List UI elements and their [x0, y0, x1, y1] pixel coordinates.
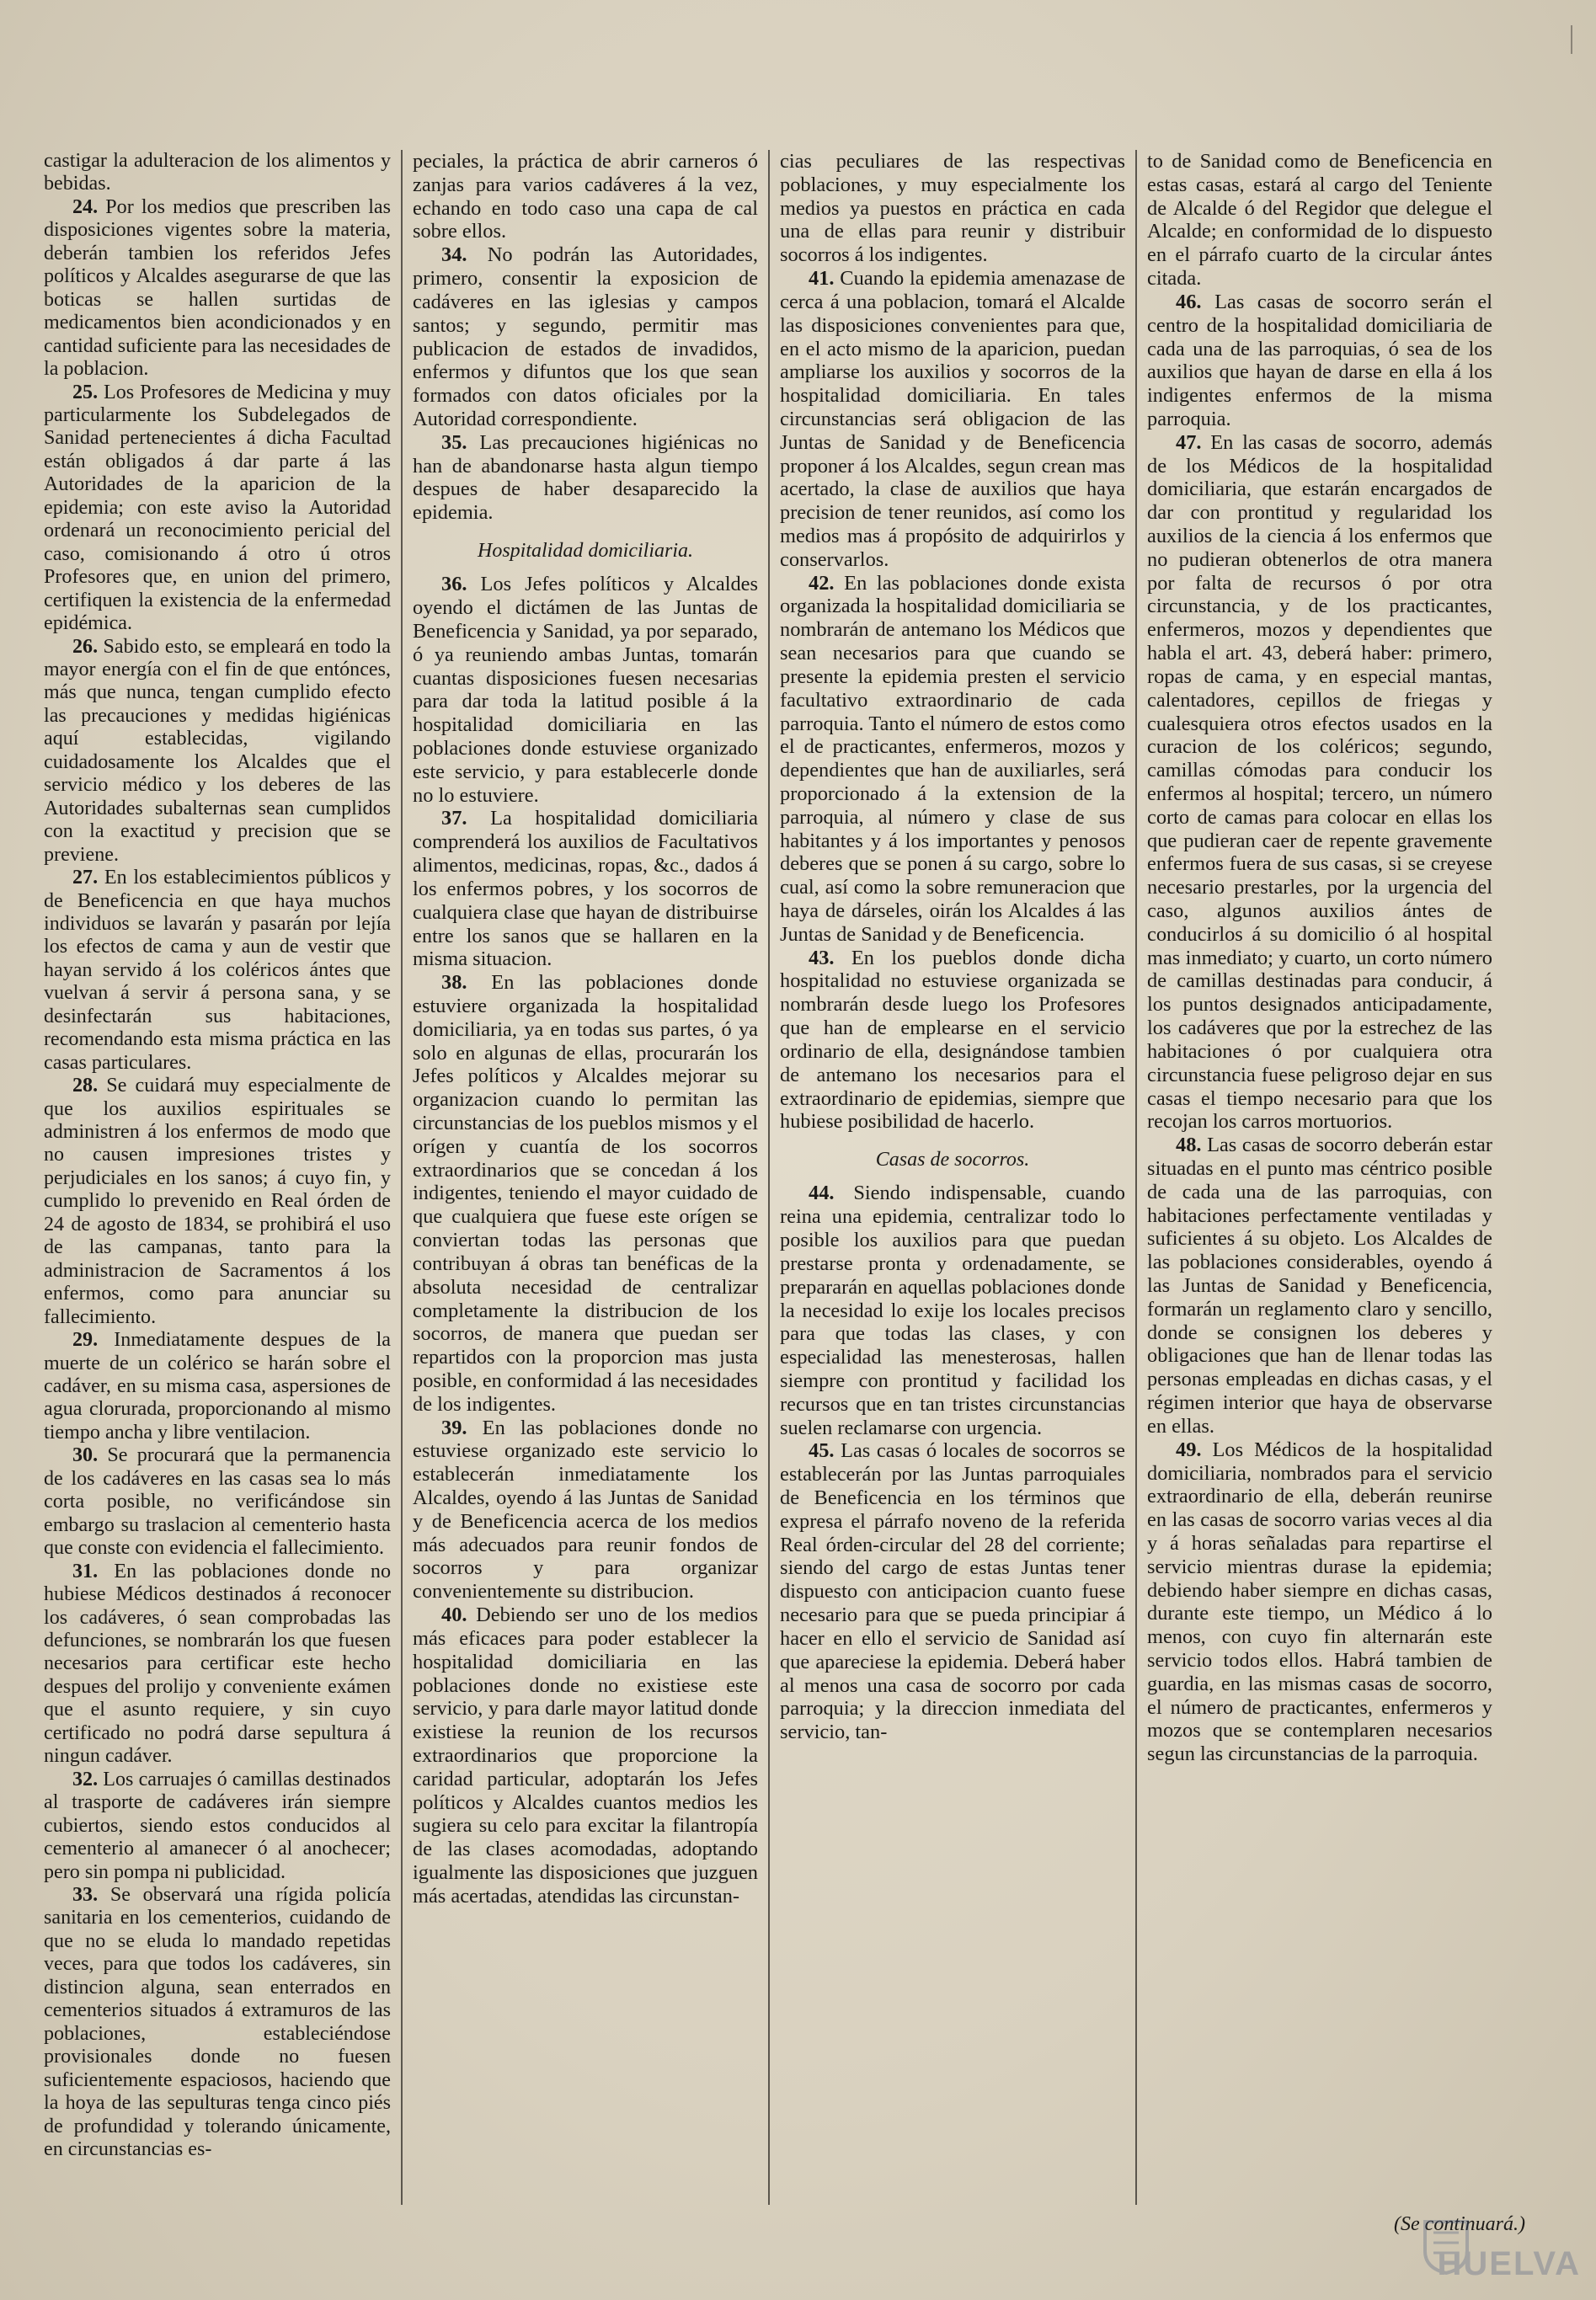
article-number: 42.	[809, 571, 835, 595]
article-number: 37.	[441, 807, 467, 830]
article-text: La hospitalidad domiciliaria comprenderá los auxilios de Facultativos alimentos, medicinas, ropas, &c., dados á los enfermos pobres, y los socorros de cualquiera clase que hayan de distribuirse entre los sanos que se hallaren en la misma situacion.	[413, 807, 758, 971]
article-paragraph	[44, 636, 391, 867]
article-number: 41.	[809, 267, 835, 291]
article-paragraph	[44, 1561, 391, 1769]
article-paragraph	[413, 971, 758, 1416]
column-3	[768, 150, 1135, 2205]
article-paragraph	[413, 807, 758, 971]
column-1	[34, 150, 401, 2205]
article-paragraph	[780, 1182, 1125, 1439]
article-number: 32.	[72, 1768, 99, 1790]
article-paragraph	[780, 572, 1125, 947]
article-number: 25.	[72, 381, 99, 403]
article-number: 33.	[72, 1883, 99, 1906]
article-number: 47.	[1176, 430, 1202, 454]
article-text: cias peculiares de las respectivas poblaciones, y muy especialmente los medios ya puestos en práctica en cada una de ellas para reunir y distribuir socorros á los indigentes.	[780, 150, 1125, 267]
article-text: peciales, la práctica de abrir carneros ó zanjas para varios cadáveres á la vez, echando en todo caso una capa de cal sobre ellos.	[413, 150, 758, 243]
article-paragraph	[413, 243, 758, 431]
article-paragraph	[44, 196, 391, 382]
article-number: 48.	[1176, 1134, 1202, 1157]
article-paragraph	[413, 431, 758, 525]
article-text: En las poblaciones donde no estuviese organizado este servicio lo establecerán inmediatamente los Alcaldes, oyendo á las Juntas de Sanidad y de Beneficencia acerca de los medios más adecuados para reunir fondos de socorros y para organizar convenientemente su distribucion.	[413, 1416, 758, 1604]
article-paragraph	[44, 382, 391, 636]
article-number: 43.	[809, 946, 835, 969]
section-heading: Hospitalidad domiciliaria.	[477, 540, 693, 562]
article-paragraph	[1147, 431, 1492, 1134]
column-4	[1135, 150, 1503, 2205]
article-number: 35.	[441, 430, 467, 454]
article-number: 45.	[809, 1439, 835, 1463]
article-text: Por los medios que prescriben las disposiciones vigentes sobre la materia, deberán tambien los referidos Jefes políticos y Alcaldes asegurarse de que las boticas se hallen surtidas de medicamentos bien acondicionados y en cantidad suficiente para las necesidades de la poblacion.	[44, 195, 391, 381]
article-paragraph	[1147, 291, 1492, 431]
article-paragraph	[44, 1884, 391, 2161]
article-paragraph	[44, 150, 391, 196]
article-text: castigar la adulteracion de los alimentos y bebidas.	[44, 150, 391, 195]
article-text: En los pueblos donde dicha hospitalidad no estuviese organizada se nombrarán desde luego los Profesores que han de emplearse en el servicio ordinario de ella, designándose tambien de antemano los necesarios para el extraordinario de epidemias, siempre que hubiese posibilidad de hacerlo.	[780, 946, 1125, 1134]
article-text: Inmediatamente despues de la muerte de un colérico se harán sobre el cadáver, en su misma casa, aspersiones de agua clorurada, proporcionando al mismo tiempo ancha y libre ventilacion.	[44, 1329, 391, 1444]
section-heading: Casas de socorros.	[875, 1149, 1030, 1171]
article-number: 36.	[441, 573, 467, 596]
article-text: Los Jefes políticos y Alcaldes oyendo el dictámen de las Juntas de Beneficencia y Sanidad, ya por separado, ó ya reuniendo ambas Juntas, tomarán cuantas disposiciones fuesen necesarias para dar toda la latitud posible á la hospitalidad domiciliaria en las poblaciones donde estuviese organizado este servicio, y para establecerle donde no lo estuviere.	[413, 573, 758, 807]
article-paragraph	[44, 1075, 391, 1329]
article-text: Las casas de socorro serán el centro de la hospitalidad domiciliaria de cada una de las parroquias, ó sea de los auxilios que hayan de darse en ella á los indigentes enfermos de la misma parroquia.	[1147, 290, 1492, 430]
article-number: 26.	[72, 635, 99, 658]
article-number: 30.	[72, 1444, 99, 1467]
article-text: Cuando la epidemia amenazase de cerca á una poblacion, tomará el Alcalde las disposiciones convenientes para que, en el acto mismo de la aparicion, puedan ampliarse los auxilios y socorros de la hospitalidad domiciliaria. En tales circunstancias será obligacion de las Juntas de Sanidad y de Beneficencia proponer á los Alcaldes, segun crean mas acertado, la clase de auxilios que haya precision de tener reunidos, así como los medios mas á propósito de adquirirlos y conservarlos.	[780, 267, 1125, 571]
article-text: Las casas de socorro deberán estar situadas en el punto mas céntrico posible de cada una de las parroquias, con habitaciones perfectamente ventiladas y suficientes á su objeto. Los Alcaldes de las poblaciones considerables, oyendo á las Juntas de Sanidad y Beneficencia, formarán un reglamento claro y sencillo, donde se consignen los deberes y obligaciones que han de llenar todas las personas empleadas en dichas casas, y el régimen interior que haya de observarse en ellas.	[1147, 1134, 1492, 1438]
article-text: No podrán las Autoridades, primero, consentir la exposicion de cadáveres en las iglesias y campos santos; y segundo, permitir mas publicacion de estados de invadidos, enfermos y difuntos que los que sean formados con datos oficiales por la Autoridad correspondiente.	[413, 243, 758, 430]
article-number: 29.	[72, 1329, 99, 1352]
article-number: 44.	[809, 1182, 835, 1205]
article-paragraph	[1147, 1438, 1492, 1766]
article-number: 31.	[72, 1560, 99, 1582]
archive-stamp	[1421, 2214, 1581, 2290]
article-paragraph	[780, 947, 1125, 1134]
article-number: 24.	[72, 195, 99, 218]
article-paragraph	[1147, 1134, 1492, 1438]
text-columns	[34, 150, 1558, 2205]
article-number: 27.	[72, 867, 99, 889]
article-number: 34.	[441, 243, 467, 267]
article-text: to de Sanidad como de Beneficencia en estas casas, estará al cargo del Teniente de Alcalde ó del Regidor que delegue el Alcalde; en conformidad de lo dispuesto en el párrafo cuarto de la circular ántes citada.	[1147, 150, 1492, 291]
article-paragraph	[413, 150, 758, 243]
article-text: Los Médicos de la hospitalidad domiciliaria, nombrados para el servicio extraordinario de ella, deberán reunirse en las casas de socorro varias veces al dia y á horas señaladas para repartirse el servicio mientras durase la epidemia; debiendo haber siempre en dichas casas, durante este tiempo, un Médico á lo menos, con cuyo fin alternarán este servicio todos ellos. Habrá tambien de guardia, en las mismas casas de socorro, el número de practicantes, enfermeros y mozos que se contemplaren necesarios segun las circunstancias de la parroquia.	[1147, 1438, 1492, 1766]
article-paragraph	[1147, 150, 1492, 291]
article-text: Los Profesores de Medicina y muy particularmente los Subdelegados de Sanidad pertenecientes á dicha Facultad están obligados á dar parte á las Autoridades de la aparicion de la epidemia; con este aviso la Autoridad ordenará un reconocimiento pericial del caso, comisionando á otro ú otros Profesores que, en union del primero, certifiquen la existencia de la enfermedad epidémica.	[44, 381, 391, 635]
article-text: Sabido esto, se empleará en todo la mayor energía con el fin de que entónces, más que nunca, tengan cumplido efecto las precauciones y medidas higiénicas aquí establecidas, vigilando cuidadosamente los Alcaldes que el servicio médico y los deberes de las Autoridades subalternas sean cumplidos con la exactitud y precision que se previene.	[44, 635, 391, 866]
article-number: 46.	[1176, 290, 1202, 313]
article-number: 39.	[441, 1416, 467, 1439]
article-text: En las casas de socorro, además de los Médicos de la hospitalidad domiciliaria, que estarán encargados de dar con prontitud y regularidad los auxilios de la ciencia á los enfermos que no pudieran obtenerlos de otra manera por falta de recursos ó por otra circunstancia, y de los practicantes, enfermeros, mozos y dependientes que habla el art. 43, deberá haber: primero, ropas de cama, y en especial mantas, calentadores, cepillos de friegas y cualesquiera otros efectos usados en la curacion de los coléricos; segundo, camillas cómodas para conducir los enfermos al hospital; tercero, un número corto de camas para colocar en ellas los que pudieran caer de repente gravemente enfermos fuera de sus casas, si se creyese necesario prestarles, por la urgencia del caso, algunos auxilios ántes de conducirlos á su domicilio ó al hospital mas inmediato; y cuarto, un corto número de camillas destinadas para conducir, á los puntos designados anticipadamente, los cadáveres que por la estrechez de las habitaciones ó por cualquiera otra circunstancia fuese peligroso dejar en sus casas el tiempo necesario para que los recojan los carros mortuorios.	[1147, 430, 1492, 1134]
article-paragraph	[44, 867, 391, 1075]
article-paragraph	[780, 267, 1125, 572]
article-number: 40.	[441, 1604, 467, 1627]
article-paragraph	[44, 1329, 391, 1444]
article-text: En las poblaciones donde exista organizada la hospitalidad domiciliaria se nombrarán de antemano los Médicos que sean necesarios para que cuando se presente la epidemia presten el servicio facultativo extraordinario de cada parroquia. Tanto el número de estos como el de practicantes, enfermeros, mozos y dependientes que han de auxiliarles, será proporcionado á la extension de la parroquia, al número y clase de sus habitantes y á los importantes y penosos deberes que se ponen á su cargo, sobre lo cual, así como la sobre remuneracion que haya de dárseles, oirán los Alcaldes á las Juntas de Sanidad y de Beneficencia.	[780, 571, 1125, 946]
article-paragraph	[780, 1439, 1125, 1744]
article-text: En las poblaciones donde estuviere organizada la hospitalidad domiciliaria, ya en todas sus partes, ó ya solo en algunas de ellas, procurarán los Jefes políticos y Alcaldes mejorar su organizacion cuando lo permitan las circunstancias de los pueblos mismos y el orígen y cuantía de los socorros extraordinarios que se concedan á los indigentes, teniendo el mayor cuidado de que cualquiera que fuese este orígen se conviertan todas las personas que contribuyan á obras tan benéficas de la absoluta necesidad de centralizar completamente la distribucion de los socorros, de manera que puedan ser repartidos con la proporcion mas justa posible, en conformidad á las necesidades de los indigentes.	[413, 971, 758, 1416]
article-text: Las casas ó locales de socorros se establecerán por las Juntas parroquiales de Beneficencia en los términos que expresa el párrafo noveno de la referida Real órden-circular del 28 del corriente; siendo del cargo de estas Juntas tener dispuesto con anticipacion cuanto fuese necesario para que se pueda principiar á hacer en ello el servicio de Sanidad así que apareciese la epidemia. Deberá haber al menos una casa de socorro por cada parroquia; y la direccion inmediata del servicio, tan-	[780, 1439, 1125, 1744]
article-number: 38.	[441, 971, 467, 995]
article-text: Se cuidará muy especialmente de que los auxilios espirituales se administren á los enfermos de modo que no causen impresiones tristes y perjudiciales en los sanos; á cuyo fin, y cumplido lo prevenido en Real órden de 24 de agosto de 1834, se prohibirá el uso de las campanas, tanto para la administracion de Sacramentos á los enfermos, como para anunciar su fallecimiento.	[44, 1075, 391, 1328]
article-text: Los carruajes ó camillas destinados al trasporte de cadáveres irán siempre cubiertos, siendo estos conducidos al cementerio al amanecer ó al anochecer; pero sin pompa ni publicidad.	[44, 1768, 391, 1883]
article-paragraph	[413, 1417, 758, 1604]
article-text: Se observará una rígida policía sanitaria en los cementerios, cuidando de que no se eluda lo mandado repetidas veces, para que todos los cadáveres, sin distincion alguna, sean enterrados en cementerios situados á extramuros de las poblaciones, estableciéndose provisionales donde no fuesen suficientemente espaciosos, haciendo que la hoya de las sepulturas tenga cinco piés de profundidad y tolerando únicamente, en circunstancias es-	[44, 1883, 391, 2160]
column-2	[401, 150, 768, 2205]
article-text: En las poblaciones donde no hubiese Médicos destinados á reconocer los cadáveres, ó sean comprobadas las defunciones, se nombrarán los que fuesen necesarios para certificar este hecho despues del prolijo y conveniente exámen que el asunto requiere, y sin cuyo certificado no podrá darse sepultura á ningun cadáver.	[44, 1560, 391, 1768]
article-number: 28.	[72, 1075, 99, 1097]
article-text: Se procurará que la permanencia de los cadáveres en las casas sea lo más corta posible, no verificándose sin embargo su traslacion al cementerio hasta que conste con evidencia el fallecimiento.	[44, 1444, 391, 1560]
article-text: Debiendo ser uno de los medios más eficaces para poder establecer la hospitalidad domiciliaria en las poblaciones donde no existiese este servicio, y para darle mayor latitud donde existiese la reunion de los recursos extraordinarios que proporcione la caridad particular, adoptarán los Jefes políticos y Alcaldes cuantos medios les sugiera su celo para excitar la filantropía de las clases acomodadas, adoptando igualmente las disposiciones que juzguen más acertadas, atendidas las circunstan-	[413, 1604, 758, 1908]
article-text: Las precauciones higiénicas no han de abandonarse hasta algun tiempo despues de haber desaparecido la epidemia.	[413, 430, 758, 525]
article-paragraph	[44, 1769, 391, 1884]
page-edge-mark	[1571, 25, 1579, 54]
article-text: En los establecimientos públicos y de Beneficencia en que haya muchos individuos se lavarán y pasarán por lejía los efectos de cama y aun de vestir que hayan servido á los coléricos ántes que vuelvan á servir á persona sana, y se desinfectarán sus habitaciones, recomendando esta misma práctica en las casas particulares.	[44, 867, 391, 1074]
article-paragraph	[413, 573, 758, 807]
article-number: 49.	[1176, 1438, 1202, 1461]
article-paragraph	[413, 1604, 758, 1908]
continuation-note: (Se continuará.)	[1394, 2213, 1525, 2235]
article-text: Siendo indispensable, cuando reina una epidemia, centralizar todo lo posible los auxilios para que puedan prestarse pronta y ordenadamente, se prepararán en aquellas poblaciones donde la necesidad lo exije los locales precisos para que todas las clases, y con especialidad las menesterosas, hallen siempre con prontitud y facilidad los recursos que en tan tristes circunstancias suelen reclamarse con urgencia.	[780, 1182, 1125, 1439]
article-paragraph	[44, 1444, 391, 1560]
article-paragraph	[780, 150, 1125, 267]
stamp-word: HUELVA	[1437, 2245, 1581, 2282]
